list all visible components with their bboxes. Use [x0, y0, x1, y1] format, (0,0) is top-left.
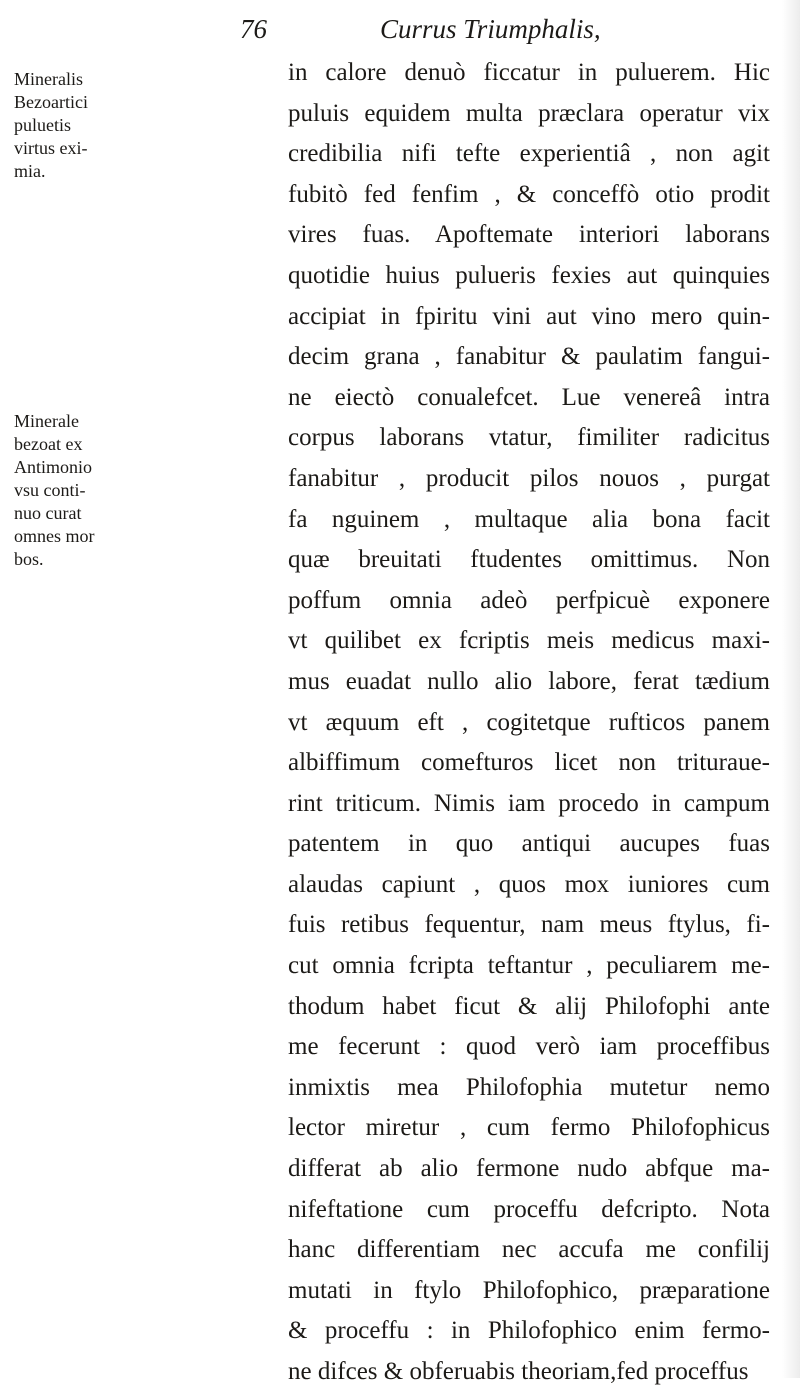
- text-line: vt quilibet ex fcriptis meis medicus maxi-: [288, 627, 770, 655]
- margin-note-antimony-bezoar: [14, 410, 154, 571]
- text-line: alaudas capiunt , quos mox iuniores cum: [288, 870, 770, 898]
- margin-note-line: virtus exi-: [14, 138, 88, 158]
- text-line: ne difces & obferuabis theoriam,fed proceffus: [288, 1358, 749, 1385]
- text-line: fuis retibus fequentur, nam meus ftylus, fi-: [288, 911, 770, 939]
- margin-note-line: Mineralis: [14, 69, 83, 89]
- margin-note-line: vsu conti-: [14, 480, 86, 500]
- text-line: mus euadat nullo alio labore, ferat tædium: [288, 667, 770, 695]
- text-line: decim grana , fanabitur & paulatim fangui-: [288, 343, 770, 371]
- text-line: cut omnia fcripta teftantur , peculiarem me-: [288, 952, 770, 980]
- text-line: & proceffu : in Philofophico enim fermo-: [288, 1317, 770, 1345]
- text-line: fubitò fed fenfim , & conceffò otio prodit: [288, 180, 770, 208]
- text-line: me fecerunt : quod verò iam proceffibus: [288, 1033, 770, 1061]
- margin-note-line: puluetis: [14, 115, 71, 135]
- margin-note-line: Antimonio: [14, 457, 93, 477]
- text-line: hanc differentiam nec accufa me confilij: [288, 1236, 770, 1264]
- page-number: 76: [240, 14, 267, 44]
- margin-note-line: omnes mor: [14, 526, 95, 546]
- text-line: poffum omnia adeò perfpicuè exponere: [288, 586, 770, 614]
- text-line: lector miretur , cum fermo Philofophicus: [288, 1114, 770, 1142]
- margin-note-line: Minerale: [14, 411, 79, 431]
- text-line: patentem in quo antiqui aucupes fuas: [288, 830, 770, 858]
- text-line: credibilia nifi tefte experientiâ , non agit: [288, 140, 770, 168]
- text-line: quotidie huius pulueris fexies aut quinquies: [288, 261, 770, 289]
- page-edge-shadow: [782, 0, 800, 1378]
- text-line: differat ab alio fermone nudo abfque ma-: [288, 1155, 770, 1183]
- margin-note-line: nuo curat: [14, 503, 82, 523]
- margin-note-mineral-bezoar: [14, 68, 154, 183]
- text-line: mutati in ftylo Philofophico, præparatione: [288, 1276, 770, 1304]
- margin-note-line: bezoat ex: [14, 434, 83, 454]
- text-line: thodum habet ficut & alij Philofophi ante: [288, 992, 770, 1020]
- text-line: puluis equidem multa præclara operatur vix: [288, 99, 770, 127]
- text-line: ne eiectò conualefcet. Lue venereâ intra: [288, 383, 770, 411]
- body-text: [288, 53, 770, 1393]
- text-line: albiffimum comefturos licet non trituraue-: [288, 749, 770, 777]
- margin-note-line: bos.: [14, 549, 44, 569]
- text-line: vt æquum eft , cogitetque rufticos panem: [288, 708, 770, 736]
- text-line: accipiat in fpiritu vini aut vino mero quin-: [288, 302, 770, 330]
- text-line: fanabitur , producit pilos nouos , purgat: [288, 464, 770, 492]
- text-line: inmixtis mea Philofophia mutetur nemo: [288, 1073, 770, 1101]
- margin-note-line: mia.: [14, 161, 46, 181]
- text-line: rint triticum. Nimis iam procedo in campum: [288, 789, 770, 817]
- running-title: Currus Triumphalis,: [380, 14, 601, 44]
- text-line: in calore denuò ficcatur in puluerem. Hic: [288, 59, 770, 86]
- text-line: fa nguinem , multaque alia bona facit: [288, 505, 770, 533]
- running-head: [240, 14, 700, 44]
- text-line: corpus laborans vtatur, fimiliter radicitus: [288, 424, 770, 452]
- text-line: quæ breuitati ftudentes omittimus. Non: [288, 546, 770, 574]
- margin-note-line: Bezoartici: [14, 92, 88, 112]
- text-line: vires fuas. Apoftemate interiori laborans: [288, 221, 770, 249]
- text-line: nifeftatione cum proceffu defcripto. Nota: [288, 1195, 770, 1223]
